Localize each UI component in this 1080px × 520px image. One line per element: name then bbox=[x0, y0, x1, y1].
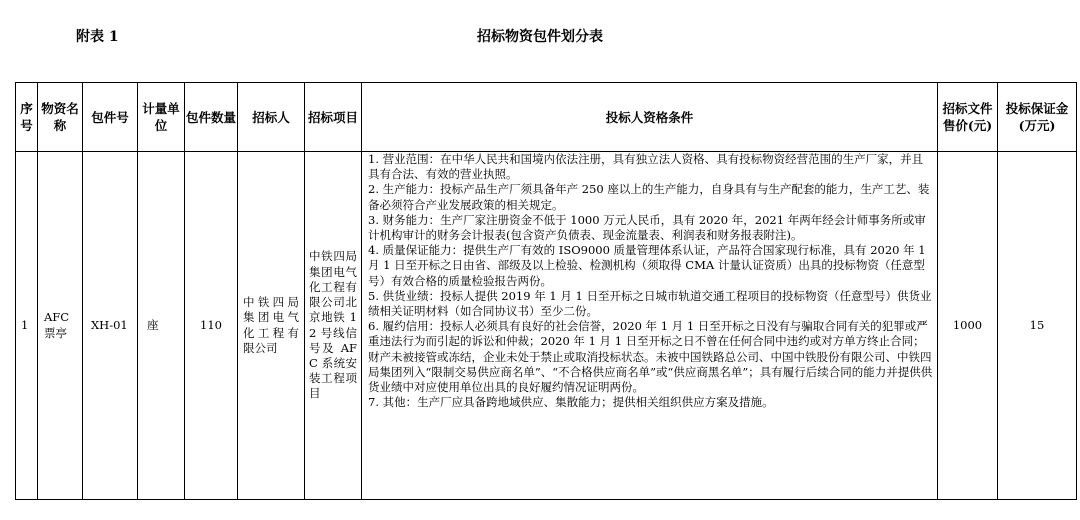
cell-bidder: 中铁四局集团电气化工程有限公司 bbox=[238, 152, 305, 500]
table-row bbox=[16, 152, 1077, 500]
qualification-item-business-scope: 1. 营业范围：在中华人民共和国境内依法注册，具有独立法人资格、具有投标物资经营范围的生产厂家，并且具有合法、有效的营业执照。 bbox=[368, 152, 924, 182]
cell-quantity: 110 bbox=[185, 152, 238, 500]
header-quantity: 包件数量 bbox=[185, 83, 238, 152]
document-title: 招标物资包件划分表 bbox=[477, 29, 603, 45]
cell-project: 中铁四局集团电气化工程有限公司北京地铁 12 号线信号及 AFC 系统安装工程项目 bbox=[305, 152, 362, 500]
cell-doc-price: 1000 bbox=[938, 152, 998, 500]
header-deposit: 投标保证金(万元) bbox=[998, 83, 1077, 152]
table-header-row bbox=[16, 83, 1077, 152]
qualification-item-production-capacity: 2. 生产能力：投标产品生产厂须具备年产 250 座以上的生产能力，自身具有与生产配套的能力，生产工艺、装备必须符合产业发展政策的相关规定。 bbox=[368, 182, 930, 212]
cell-deposit: 15 bbox=[998, 152, 1077, 500]
cell-material-name: AFC 票亭 bbox=[38, 152, 83, 500]
cell-package-no: XH-01 bbox=[83, 152, 138, 500]
cell-seq: 1 bbox=[16, 152, 38, 500]
qualification-item-other: 7. 其他：生产厂应具备跨地域供应、集散能力；提供相关组织供应方案及措施。 bbox=[368, 395, 774, 410]
cell-unit: 座 bbox=[138, 152, 185, 500]
qualification-item-quality-assurance: 4. 质量保证能力：提供生产厂有效的 ISO9000 质量管理体系认证，产品符合国家现行标准，具有 2020 年 1 月 1 日至开标之日由省、部级及以上检验、检测机构（须取得 CMA 计量认证资质）出具的投标物资（任意型号）有效合格的质量检验报告两份。 bbox=[368, 243, 926, 288]
qualification-item-financial-capacity: 3. 财务能力：生产厂家注册资金不低于 1000 万元人民币，具有 2020 年，2021 年两年经会计师事务所或审计机构审计的财务会计报表(包含资产负债表、现金流量表、利润表和财务报表附注)。 bbox=[368, 212, 926, 243]
header-unit: 计量单位 bbox=[138, 83, 185, 152]
header-seq: 序号 bbox=[16, 83, 38, 152]
appendix-label: 附表 1 bbox=[76, 29, 119, 45]
header-package-no: 包件号 bbox=[83, 83, 138, 152]
header-material-name: 物资名称 bbox=[38, 83, 83, 152]
header-qualifications: 投标人资格条件 bbox=[362, 83, 938, 152]
header-bidder: 招标人 bbox=[238, 83, 305, 152]
package-division-table bbox=[15, 82, 1077, 500]
qualification-item-performance-credit: 6. 履约信用：投标人必须具有良好的社会信誉，2020 年 1 月 1 日至开标之日没有与骗取合同有关的犯罪或严重违法行为而引起的诉讼和仲裁；2020 年 1 月 1 日至开标之日不曾在任何合同中违约或对方单方终止合同；财产未被接管或冻结，企业未处于禁止或取消投标状态。未被中国铁路总公司、中国中铁股份有限公司、中铁四局集团列入“限制交易供应商名单”、“不合格供应商名单”或“供应商黑名单”；具有履行后续合同的能力并提供供货业绩中对应使用单位出具的良好履约情况证明两份。 bbox=[368, 319, 933, 395]
header-doc-price: 招标文件售价(元) bbox=[938, 83, 998, 152]
cell-qualifications bbox=[362, 152, 938, 500]
qualification-item-supply-record: 5. 供货业绩：投标人提供 2019 年 1 月 1 日至开标之日城市轨道交通工程项目的投标物资（任意型号）供货业绩相关证明材料（如合同协议书）至少二份。 bbox=[368, 288, 932, 319]
header-project: 招标项目 bbox=[305, 83, 362, 152]
